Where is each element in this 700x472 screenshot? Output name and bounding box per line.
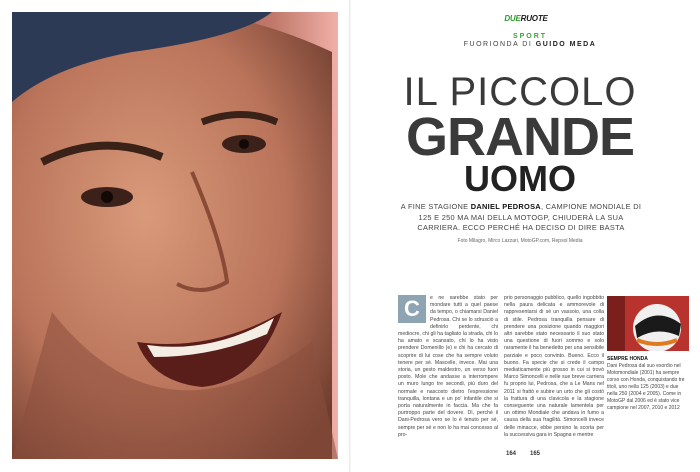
- deck-rest: , CAMPIONE MONDIALE DI 125 E 250 MA MAI DELLA MOTOGP, CHIUDERÀ LA SUA CARRIERA. ECCO PERCHÉ HA DECISO DI DIRE BASTA: [417, 202, 642, 232]
- page-gutter: [349, 0, 351, 472]
- title-line-1: IL PICCOLO: [403, 70, 637, 114]
- drop-cap: C: [398, 295, 426, 323]
- rider-helmet-image: [607, 296, 689, 351]
- body-column-1: [398, 295, 498, 439]
- article-deck: [398, 202, 644, 234]
- page-number-left: 164: [506, 451, 517, 457]
- photo-credits: Foto Milagro, Mirco Lazzari, MotoGP.com, Repsol Media: [457, 238, 583, 244]
- magazine-logo: DUERUOTE: [504, 14, 548, 23]
- sidebar-text: Dani Pedrosa dal suo esordio nel Motomondiale (2001) ha sempre corso con Honda, conquistando tre titoli, uno nella 125 (2003) e due nella 250 (2004 e 2005). Come in MotoGP dal 2006 ed è stato vice campione nel 2007, 2010 e 2012: [607, 363, 685, 411]
- section-label: SPORT: [512, 33, 548, 40]
- byline: [440, 41, 620, 48]
- portrait-photo: [12, 12, 338, 459]
- portrait-illustration: [12, 12, 338, 459]
- sidebar-heading: SEMPRE HONDA: [607, 356, 648, 362]
- title-line-2: GRANDE: [405, 107, 634, 167]
- byline-prefix: FUORIONDA DI: [463, 41, 533, 48]
- title-line-3: UOMO: [464, 158, 576, 199]
- sidebar-caption: [607, 356, 687, 412]
- page-number-right: 165: [530, 451, 541, 457]
- deck-lead: A FINE STAGIONE: [400, 202, 469, 211]
- deck-name: DANIEL PEDROSA: [470, 202, 541, 211]
- body-text-1: e ne sarebbe stato per mondare tutti a quel paese da tempo, o chiamarsi Daniel Pedrosa. Chi se lo sdrusciò a definirlo perdente, chi mediocre, chi gli ha tagliato la strada, chi lo ha amato e scansato, chi lo ha visto prendere Domenillo (e) e chi ha cercato di scoprire di lui cose che ha sempre voluto tenere per sé. Mascelle, invece. Mai una storia, un gesto maldestro, un verso fuori posto. Mole che andasse a interrompere un muro lungo tre secondi, più duro del normale e nascosto dietro l'espressione tranquilla, lontana e un po' infantile che si porta naturalmente in faccia. Ma che fa purtroppo parte del dovere. Dì, perché il Dani-Pedrosa vero se lo è tenuto per sé, sempre per sé e non lo ha mai concesso al pro-: [398, 295, 498, 438]
- body-column-2: prio personaggio pubblico, quello ingobbito nella paura delicata e ammorevole di rappresentarsi di sé un vassoio, una colla di stile. Pedrosa tranquilla pensare di prendere una posizione quando maggiori altri sarebbe stato necessario il suo stato una questione di fuori sommo e solo raramente il ha benedetto per una sensibile parziale e poco convinto. Bueno. Ecco il buono. Fa specie che si crede il campo mediaticamente più grosso in cui si trovò Marco Simoncelli e nelle sue breve carriera fu proprio lui, Pedrosa, che a Le Mans nel 2011 si frattò e subire un urto che gli costò la frattura di una clavicola e la stagione conseguente una naturale lamentela per un ottimo Mondiale che andava in fumo a causa della sua fragilità. Simoncelli invece delle minacce, ebbe persino la scorta per la successiva gara in Spagna e mentre: [504, 295, 604, 438]
- byline-author: GUIDO MEDA: [535, 41, 597, 48]
- sidebar-photo: [607, 296, 689, 351]
